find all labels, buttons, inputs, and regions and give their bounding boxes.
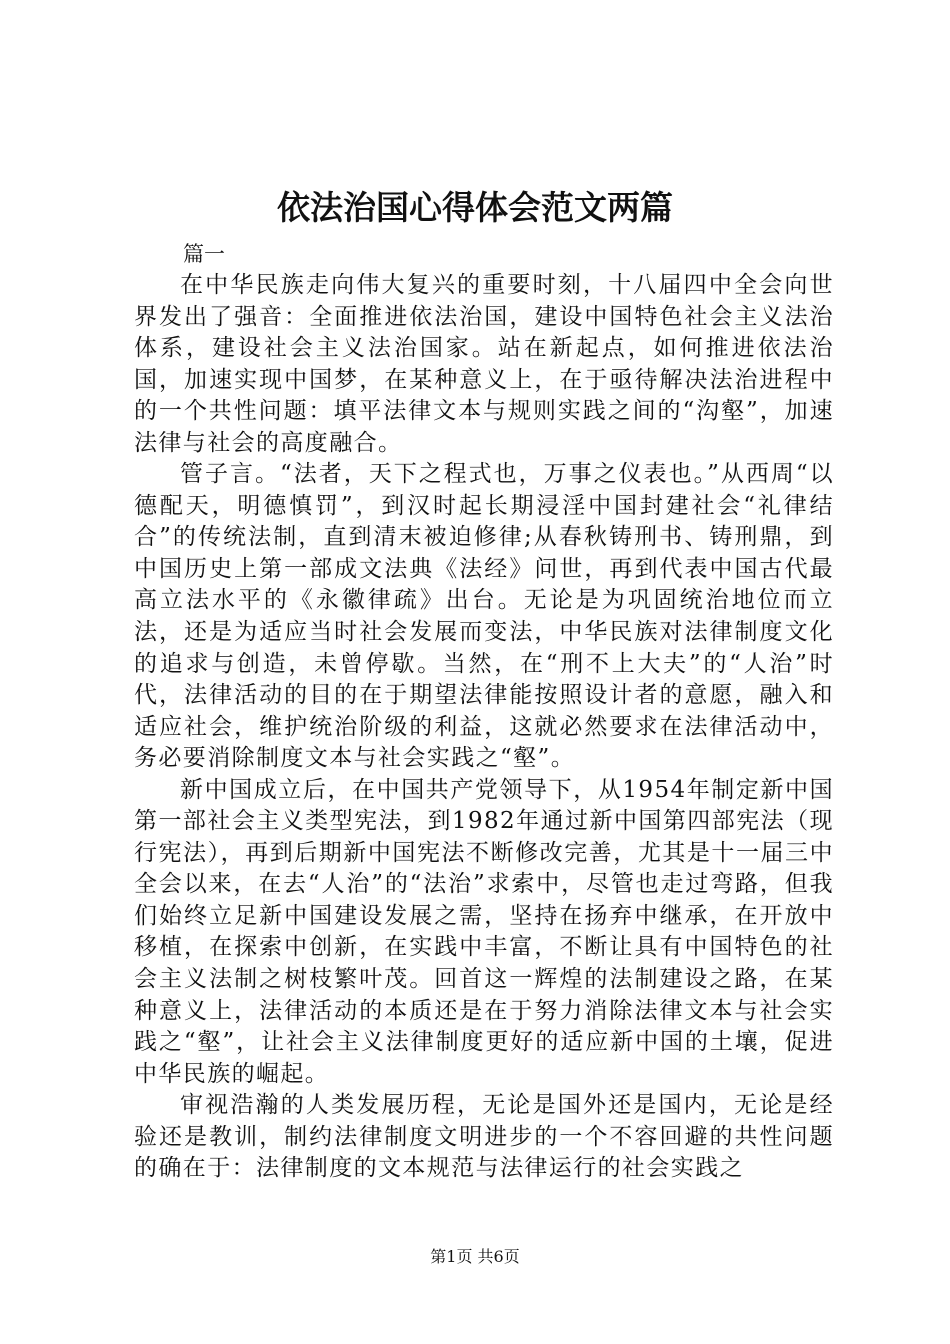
paragraph: 审视浩瀚的人类发展历程，无论是国外还是国内，无论是经验还是教训，制约法律制度文明进步的一个不容回避的共性问题的确在于：法律制度的文本规范与法律运行的社会实践之 — [134, 1092, 834, 1182]
page-number-footer: 第1页 共6页 — [430, 1247, 520, 1266]
document-title: 依法治国心得体会范文两篇 — [277, 188, 673, 227]
document-body — [134, 270, 834, 1185]
paragraph: 新中国成立后，在中国共产党领导下，从1954年制定新中国第一部社会主义类型宪法，到1982年通过新中国第四部宪法（现行宪法），再到后期新中国宪法不断修改完善，尤其是十一届三中全会以来，在去“人治”的“法治”求索中，尽管也走过弯路，但我们始终立足新中国建设发展之需，坚持在扬弃中继承，在开放中移植，在探索中创新，在实践中丰富，不断让具有中国特色的社会主义法制之树枝繁叶茂。回首这一辉煌的法制建设之路，在某种意义上，法律活动的本质还是在于努力消除法律文本与社会实践之“壑”，让社会主义法律制度更好的适应新中国的土壤，促进中华民族的崛起。 — [134, 776, 834, 1087]
paragraph: 管子言。“法者，天下之程式也，万事之仪表也。”从西周“以德配天，明德慎罚”，到汉时起长期浸淫中国封建社会“礼律结合”的传统法制，直到清末被迫修律;从春秋铸刑书、铸刑鼎，到中国历史上第一部成文法典《法经》问世，再到代表中国古代最高立法水平的《永徽律疏》出台。无论是为巩固统治地位而立法，还是为适应当时社会发展而变法，中华民族对法律制度文化的追求与创造，未曾停歇。当然，在“刑不上大夫”的“人治”时代，法律活动的目的在于期望法律能按照设计者的意愿，融入和适应社会，维护统治阶级的利益，这就必然要求在法律活动中，务必要消除制度文本与社会实践之“壑”。 — [134, 461, 834, 772]
section-label: 篇一 — [183, 242, 225, 266]
paragraph: 在中华民族走向伟大复兴的重要时刻，十八届四中全会向世界发出了强音：全面推进依法治国，建设中国特色社会主义法治体系，建设社会主义法治国家。站在新起点，如何推进依法治国，加速实现中国梦，在某种意义上，在于亟待解决法治进程中的一个共性问题：填平法律文本与规则实践之间的“沟壑”，加速法律与社会的高度融合。 — [134, 272, 834, 456]
